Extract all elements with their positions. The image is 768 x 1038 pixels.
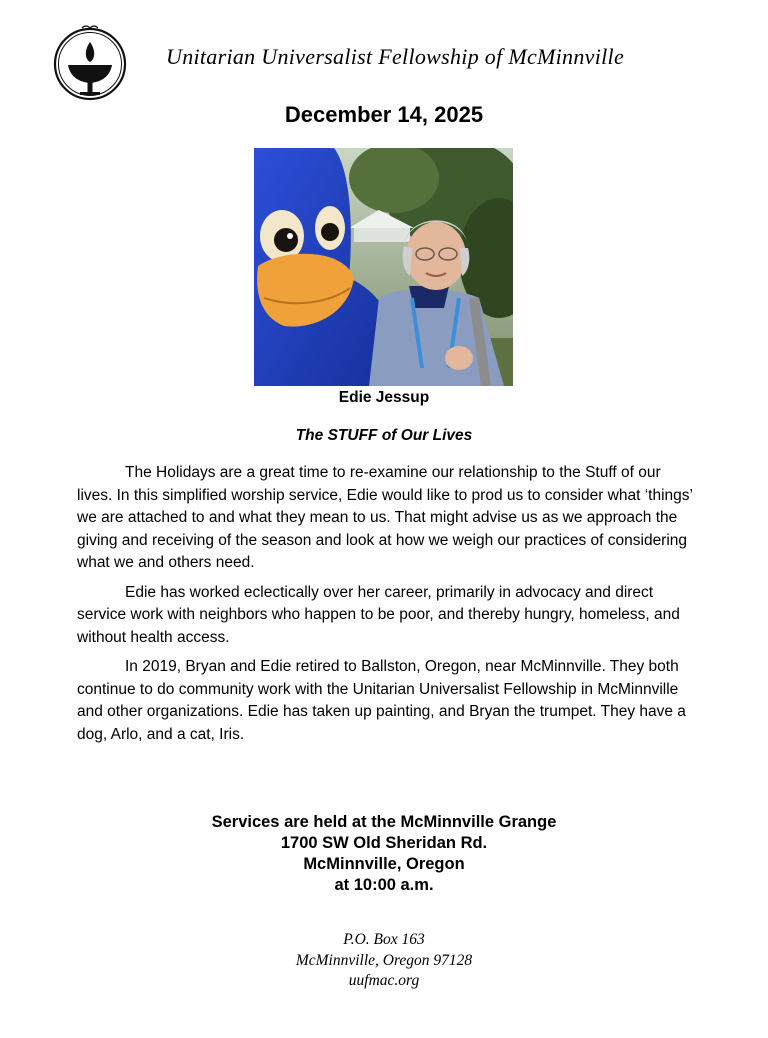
- chalice-logo-icon: [50, 22, 130, 102]
- services-street: 1700 SW Old Sheridan Rd.: [280, 834, 488, 852]
- speaker-photo: [254, 148, 513, 386]
- paragraph: The Holidays are a great time to re-examine our relationship to the Stuff of our lives. In this simplified worship service, Edie would like to prod us to consider what ‘things’ we are attached to and what they mean to us. That might advise us as we approach the giving and receiving of the season and look at how we weigh our practices of considering what we and others need.: [77, 464, 693, 571]
- sermon-title: The STUFF of Our Lives: [295, 427, 473, 444]
- website-link[interactable]: uufmac.org: [348, 972, 420, 989]
- speaker-name: Edie Jessup: [338, 389, 430, 406]
- service-date: December 14, 2025: [284, 102, 484, 127]
- paragraph: Edie has worked eclectically over her career, primarily in advocacy and direct service work with neighbors who happen to be poor, and thereby hungry, homeless, and without health access.: [77, 583, 680, 646]
- services-location: Services are held at the McMinnville Grange: [211, 813, 557, 831]
- paragraph: In 2019, Bryan and Edie retired to Ballston, Oregon, near McMinnville. They both continue to do community work with the Unitarian Universalist Fellowship in McMinnville and other organizations. Edie has taken up painting, and Bryan the trumpet. They have a dog, Arlo, and a cat, Iris.: [77, 658, 686, 743]
- organization-name: Unitarian Universalist Fellowship of McMinnville: [166, 44, 625, 69]
- services-city: McMinnville, Oregon: [303, 855, 465, 873]
- city-zip: McMinnville, Oregon 97128: [295, 951, 473, 969]
- sermon-description: [77, 462, 697, 753]
- services-info: [0, 812, 768, 896]
- services-time: at 10:00 a.m.: [334, 876, 434, 894]
- mailing-address: [0, 930, 768, 992]
- po-box: P.O. Box 163: [343, 931, 425, 948]
